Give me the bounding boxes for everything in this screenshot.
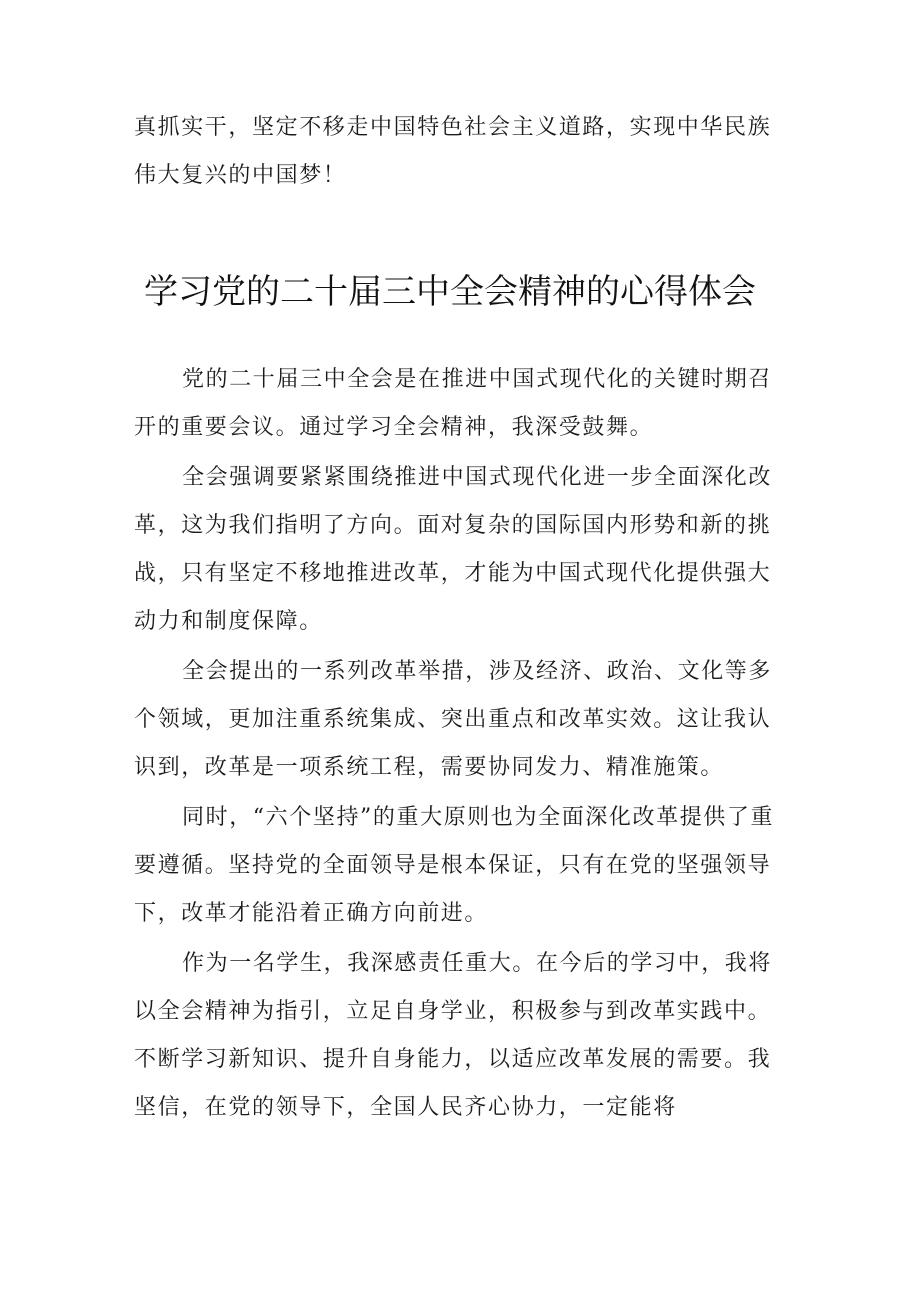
body-paragraph-4: 同时，“六个坚持”的重大原则也为全面深化改革提供了重要遵循。坚持党的全面领导是根本保证，只有在党的坚强领导下，改革才能沿着正确方向前进。 (134, 805, 775, 926)
body-paragraph-1: 党的二十届三中全会是在推进中国式现代化的关键时期召开的重要会议。通过学习全会精神，我深受鼓舞。 (134, 367, 773, 440)
body-paragraph-5: 作为一名学生，我深感责任重大。在今后的学习中，我将以全会精神为指引，立足自身学业，积极参与到改革实践中。不断学习新知识、提升自身能力，以适应改革发展的需要。我坚信，在党的领导下，全国人民齐心协力，一定能将 (134, 951, 773, 1120)
continuation-paragraph: 真抓实干，坚定不移走中国特色社会主义道路，实现中华民族伟大复兴的中国梦！ (134, 115, 772, 188)
article-title: 学习党的二十届三中全会精神的心得体会 (144, 272, 756, 312)
body-paragraph-2: 全会强调要紧紧围绕推进中国式现代化进一步全面深化改革，这为我们指明了方向。面对复杂的国际国内形势和新的挑战，只有坚定不移地推进改革，才能为中国式现代化提供强大动力和制度保障。 (134, 465, 773, 634)
body-paragraph-3: 全会提出的一系列改革举措，涉及经济、政治、文化等多个领域，更加注重系统集成、突出重点和改革实效。这让我认识到，改革是一项系统工程，需要协同发力、精准施策。 (134, 659, 773, 780)
